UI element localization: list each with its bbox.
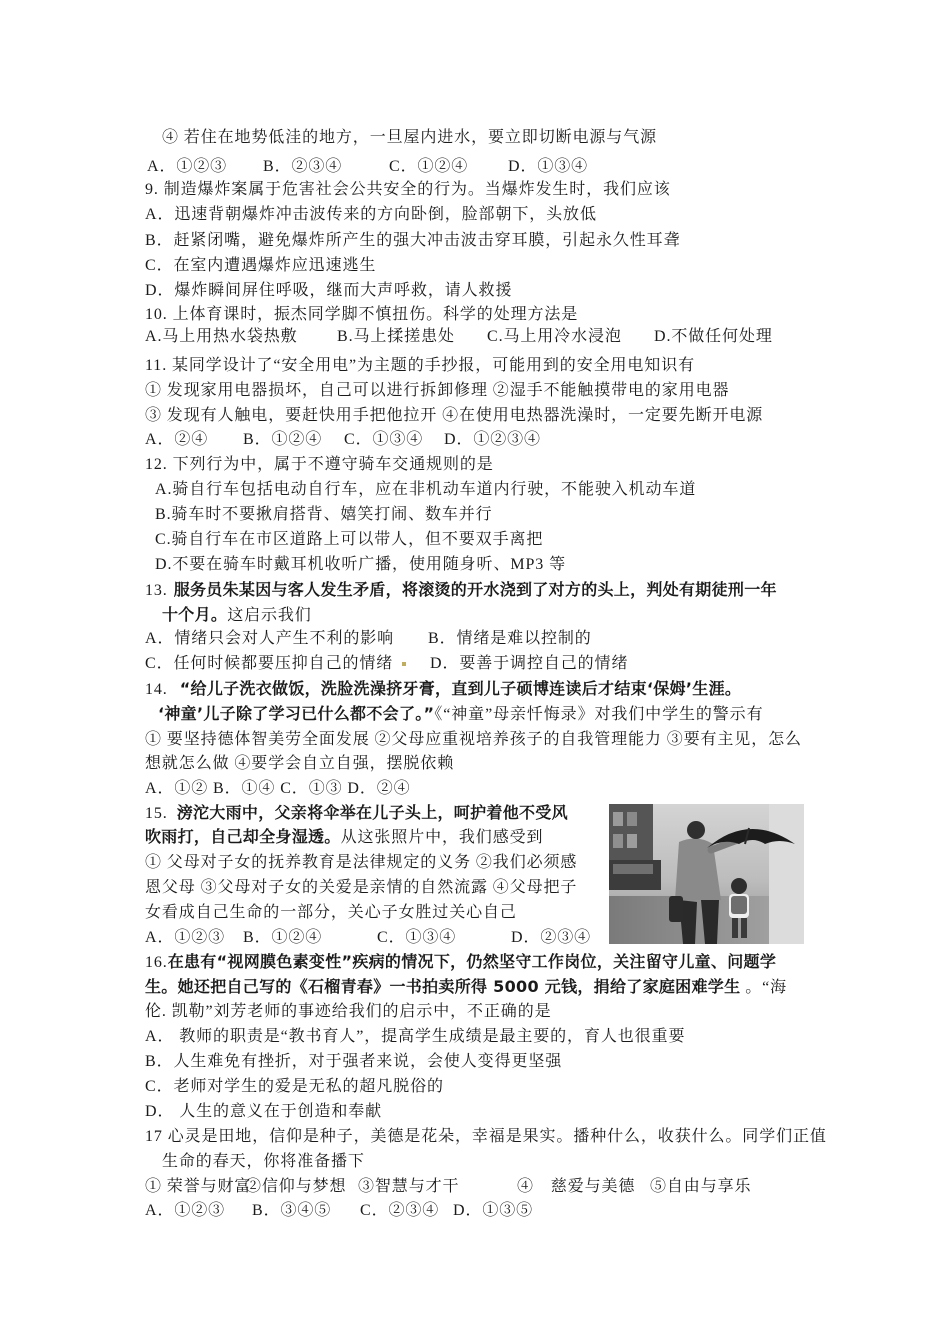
q12-stem: 12. 下列行为中，属于不遵守骑车交通规则的是 — [145, 456, 494, 473]
q9-option-d: D．爆炸瞬间屏住呼吸，继而大声呼救，请人救援 — [145, 282, 513, 299]
q13-options-row-1 — [0, 626, 950, 651]
q15-tail: 从这张照片中，我们感受到 — [340, 829, 544, 846]
q15-number: 15. — [145, 805, 168, 822]
q11-option-d: D．①②③④ — [444, 431, 541, 448]
q11-items-2: ③ 发现有人触电，要赶快用手把他拉开 ④在使用电热器洗澡时，一定要先断开电源 — [145, 407, 764, 424]
q15-option-b: B．①②④ — [243, 929, 323, 946]
q16-stem-line-1 — [145, 949, 776, 975]
q8-item-4: ④ 若住在地势低洼的地方，一旦屋内进水，要立即切断电源与气源 — [162, 129, 658, 146]
q17-items — [0, 1174, 950, 1199]
q17-stem-line-2: 生命的春天，你将准备播下 — [162, 1153, 365, 1170]
q16-bold-text-1: 在患有“视网膜色素变性”疾病的情况下，仍然坚守工作岗位，关注留守儿童、问题学 — [167, 952, 777, 971]
q10-stem: 10. 上体育课时，振杰同学脚不慎扭伤。科学的处理方法是 — [145, 306, 579, 323]
q15-bold-text-1: 滂沱大雨中，父亲将伞举在儿子头上，呵护着他不受风 — [176, 803, 568, 822]
q13-stem-line-2 — [162, 602, 312, 628]
q16-option-a: A． 教师的职责是“教书育人”，提高学生成绩是最主要的，育人也很重要 — [145, 1028, 686, 1045]
q11-items-1: ① 发现家用电器损坏，自己可以进行拆卸修理 ②湿手不能触摸带电的家用电器 — [145, 382, 730, 399]
q17-option-b: B．③④⑤ — [252, 1202, 332, 1219]
q16-number: 16. — [145, 954, 168, 971]
q14-number: 14. — [145, 681, 168, 698]
q13-options-row-2 — [0, 651, 950, 676]
q16-option-b: B．人生难免有挫折，对于强者来说，会使人变得更坚强 — [145, 1053, 563, 1070]
q17-item-5: ⑤自由与享乐 — [650, 1178, 752, 1195]
q8-option-d: D．①③④ — [508, 158, 589, 175]
photo-child-backpack — [731, 896, 747, 914]
q15-items-1: ① 父母对子女的抚养教育是法律规定的义务 ②我们必须感 — [145, 854, 578, 871]
q16-option-d: D． 人生的意义在于创造和奉献 — [145, 1103, 383, 1120]
q13-bold-text-2: 十个月。 — [162, 605, 228, 624]
q8-options — [0, 154, 950, 179]
q14-options: A．①② B．①④ C．①③ D．②④ — [145, 780, 411, 797]
q8-option-c: C．①②④ — [389, 158, 469, 175]
photo-child-leg-left — [732, 918, 738, 938]
q10-option-c: C.马上用冷水浸泡 — [487, 328, 622, 345]
q15-option-c: C．①③④ — [377, 929, 457, 946]
q9-stem: 9. 制造爆炸案属于危害社会公共安全的行为。当爆炸发生时，我们应该 — [145, 181, 671, 198]
q14-tail: 《“神童”母亲忏悔录》对我们中学生的警示有 — [434, 706, 764, 723]
q13-option-b: B．情绪是难以控制的 — [428, 630, 592, 647]
q10-option-d: D.不做任何处理 — [654, 328, 773, 345]
q12-option-d: D.不要在骑车时戴耳机收听广播，使用随身听、MP3 等 — [155, 556, 566, 573]
q12-option-b: B.骑车时不要揪肩搭背、嬉笑打闹、数车并行 — [155, 506, 493, 523]
q9-option-b: B．赶紧闭嘴，避免爆炸所产生的强大冲击波击穿耳膜，引起永久性耳聋 — [145, 232, 681, 249]
q14-bold-text-2: ‘神童’儿子除了学习已什么都不会了。” — [158, 704, 435, 723]
q15-items-3: 女看成自己生命的一部分，关心子女胜过关心自己 — [145, 904, 517, 921]
q17-item-4: ④ 慈爱与美德 — [517, 1178, 636, 1195]
q13-tail: 这启示我们 — [227, 607, 312, 624]
q15-option-d: D．②③④ — [511, 929, 592, 946]
photo-child-leg-right — [741, 918, 747, 938]
stray-dot-mark — [402, 662, 406, 666]
q17-option-a: A．①②③ — [145, 1202, 226, 1219]
q9-option-a: A．迅速背朝爆炸冲击波传来的方向卧倒，脸部朝下，头放低 — [145, 206, 597, 223]
photo-man-bag — [669, 896, 683, 922]
q14-items-2: 想就怎么做 ④要学会自立自强，摆脱依赖 — [145, 755, 455, 772]
photo-man-head — [687, 821, 705, 839]
q17-item-1: ① 荣誉与财富 — [145, 1178, 252, 1195]
q17-item-3: ③智慧与才干 — [358, 1178, 460, 1195]
q8-option-a: A．①②③ — [147, 158, 228, 175]
q12-option-c: C.骑自行车在市区道路上可以带人，但不要双手离把 — [155, 531, 544, 548]
q11-option-c: C．①③④ — [344, 431, 424, 448]
q15-stem-line-1 — [145, 800, 568, 826]
q12-option-a: A.骑自行车包括电动自行车，应在非机动车道内行驶，不能驶入机动车道 — [155, 481, 697, 498]
photo-father-umbrella-son — [609, 804, 804, 944]
q13-bold-text-1: 服务员朱某因与客人发生矛盾，将滚烫的开水浇到了对方的头上，判处有期徒刑一年 — [173, 580, 777, 599]
q9-option-c: C．在室内遭遇爆炸应迅速逃生 — [145, 257, 377, 274]
q13-option-d: D．要善于调控自己的情绪 — [430, 655, 629, 672]
q15-bold-text-2: 吹雨打，自己却全身湿透。 — [145, 827, 341, 846]
q13-option-c: C．任何时候都要压抑自己的情绪 — [145, 655, 394, 672]
q16-stem-line-2 — [145, 974, 787, 1000]
q17-option-c: C．②③④ — [360, 1202, 440, 1219]
q10-option-b: B.马上揉搓患处 — [337, 328, 455, 345]
q14-bold-text-1: “给儿子洗衣做饭，洗脸洗澡挤牙膏，直到儿子硕博连读后才结束‘保姆’生涯。 — [179, 679, 742, 698]
q17-options — [0, 1198, 950, 1223]
q10-options — [0, 324, 950, 349]
q11-options — [0, 427, 950, 452]
q11-stem: 11. 某同学设计了“安全用电”为主题的手抄报，可能用到的安全用电知识有 — [145, 357, 696, 374]
q15-photo — [609, 804, 804, 944]
q14-items-1: ① 要坚持德体智美劳全面发展 ②父母应重视培养孩子的自我管理能力 ③要有主见，怎么 — [145, 731, 802, 748]
q15-options — [0, 925, 950, 950]
q13-number: 13. — [145, 582, 168, 599]
q17-option-d: D．①③⑤ — [453, 1202, 534, 1219]
q16-option-c: C．老师对学生的爱是无私的超凡脱俗的 — [145, 1078, 444, 1095]
q15-option-a: A．①②③ — [145, 929, 226, 946]
q15-stem-line-2 — [145, 824, 543, 850]
q15-items-2: 恩父母 ③父母对子女的关爱是亲情的自然流露 ④父母把子 — [145, 879, 578, 896]
q11-option-b: B．①②④ — [243, 431, 323, 448]
q14-stem-line-1 — [145, 676, 741, 702]
q16-bold-text-2: 生。她还把自己写的《石榴青春》一书拍卖所得 5000 元钱，捐给了家庭困难学生 — [145, 977, 741, 996]
q17-stem-line-1: 17 心灵是田地，信仰是种子，美德是花朵，幸福是果实。播种什么，收获什么。同学们正值 — [145, 1128, 827, 1145]
q8-option-b: B．②③④ — [263, 158, 343, 175]
q10-option-a: A.马上用热水袋热敷 — [145, 328, 298, 345]
q13-option-a: A．情绪只会对人产生不利的影响 — [145, 630, 395, 647]
q17-item-2: ②信仰与梦想 — [245, 1178, 347, 1195]
q14-stem-line-2 — [158, 701, 763, 727]
photo-child-head — [731, 878, 747, 894]
q16-tail: 。“海 — [740, 979, 788, 996]
q11-option-a: A．②④ — [145, 431, 209, 448]
q16-stem-line-3: 伦. 凯勒”刘芳老师的事迹给我们的启示中，不正确的是 — [145, 1003, 552, 1020]
q13-stem-line-1 — [145, 577, 777, 603]
photo-right-wall — [769, 804, 804, 944]
